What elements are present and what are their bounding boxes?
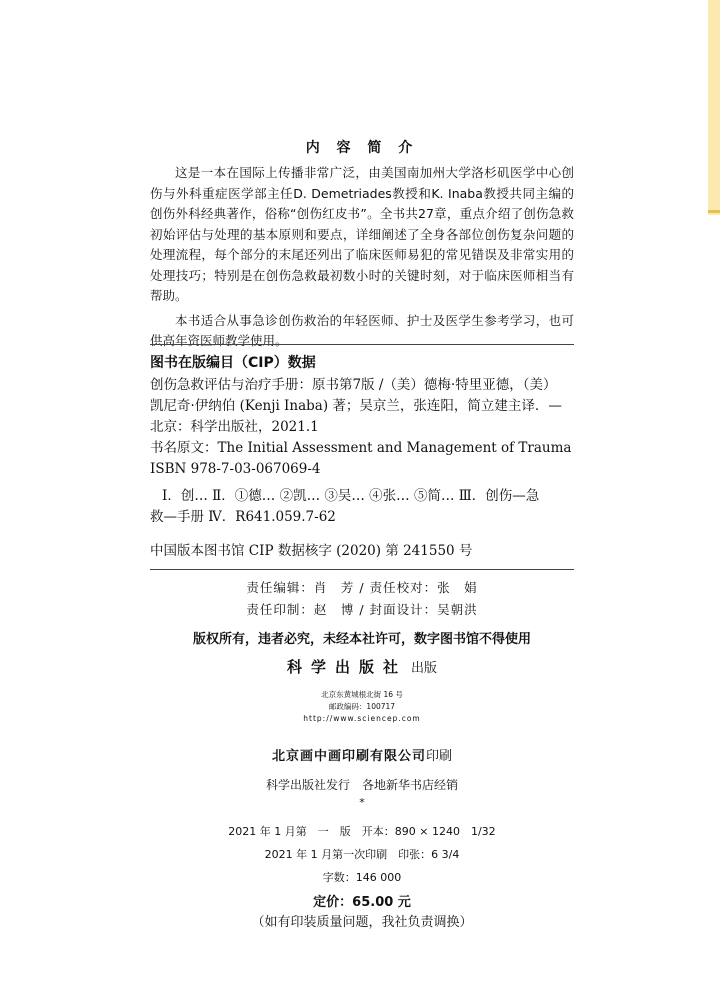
rights-statement: 版权所有，违者必究，未经本社许可，数字图书馆不得使用 (192, 632, 531, 647)
cip-title: 图书在版编目（CIP）数据 (150, 355, 316, 371)
divider-top (150, 344, 574, 345)
cip-original-title: 书名原文：The Initial Assessment and Management of Trauma (150, 440, 572, 456)
edition-line-2: 2021 年 1 月第一次印刷 印张：6 3/4 (264, 848, 460, 861)
distribution: 科学出版社发行 各地新华书店经销 (265, 778, 458, 792)
quality-notice: （如有印装质量问题，我社负责调换） (251, 915, 473, 930)
editors-line-2: 责任印制：赵 博 / 封面设计：吴朝洪 (246, 602, 478, 617)
publisher-postcode: 邮政编码：100717 (328, 702, 396, 711)
separator-asterisk: * (359, 796, 365, 809)
edition-line-1: 2021 年 1 月第 一 版 开本：890 × 1240 1/32 (228, 825, 496, 838)
cip-line-1: 创伤急救评估与治疗手册：原书第7版 /（美）德梅·特里亚德，（美） (150, 377, 557, 393)
summary-paragraph-1: 这是一本在国际上传播非常广泛，由美国南加州大学洛杉矶医学中心创伤与外科重症医学部主任D. Demetriades教授和K. Inaba教授共同主编的创伤外科经典著作，俗称“创伤红皮书”。全书共27章，重点介绍了创伤急救初始评估与处理的基本原则和要点，详细阐述了全身各部位创伤复杂问题的处理流程，每个部分的末尾还列出了临床医师易犯的常见错误及非常实用的处理技巧；特别是在创伤急救最初数小时的关键时刻，对于临床医师相当有帮助。 (150, 165, 574, 303)
editors-line-1: 责任编辑：肖 芳 / 责任校对：张 娟 (246, 580, 478, 595)
publisher-website: http://www.sciencep.com (303, 714, 421, 723)
summary-paragraph-2: 本书适合从事急诊创伤救治的年轻医师、护士及医学生参考学习，也可供高年资医师教学使用。 (150, 312, 574, 348)
publisher-name: 科学出版社 (286, 658, 407, 676)
cip-line-2: 凯尼奇·伊纳伯 (Kenji Inaba) 著；吴京兰，张连阳，简立建主译．— (150, 398, 562, 414)
publisher-contact (150, 689, 574, 725)
printer-line (150, 745, 574, 764)
cip-record (150, 375, 574, 480)
printer-name: 北京画中画印刷有限公司 (271, 749, 426, 764)
cip-classification-2: 救—手册 Ⅳ．R641.059.7-62 (150, 509, 336, 525)
summary-body (150, 163, 574, 352)
publisher-address: 北京东黄城根北街 16 号 (321, 690, 403, 699)
cip-classification-1: Ⅰ．创… Ⅱ．①德… ②凯… ③吴… ④张… ⑤简… Ⅲ．创伤—急 (162, 488, 540, 504)
divider-bottom (150, 569, 574, 570)
cip-verify: 中国版本图书馆 CIP 数据核字 (2020) 第 241550 号 (150, 543, 473, 559)
price: 定价：65.00 元 (313, 895, 411, 910)
cip-verify-block (150, 541, 574, 562)
cip-line-3: 北京：科学出版社，2021.1 (150, 419, 319, 435)
printer-suffix: 印刷 (426, 749, 453, 764)
word-count: 字数：146 000 (322, 871, 402, 884)
cip-isbn: ISBN 978-7-03-067069-4 (150, 461, 321, 477)
publisher-suffix: 出版 (411, 661, 438, 676)
page-edge-mark (708, 210, 720, 213)
publisher-line (150, 656, 574, 677)
cip-classification (150, 486, 574, 528)
page-edge-tab (708, 0, 720, 215)
summary-title: 内 容 简 介 (305, 140, 419, 156)
